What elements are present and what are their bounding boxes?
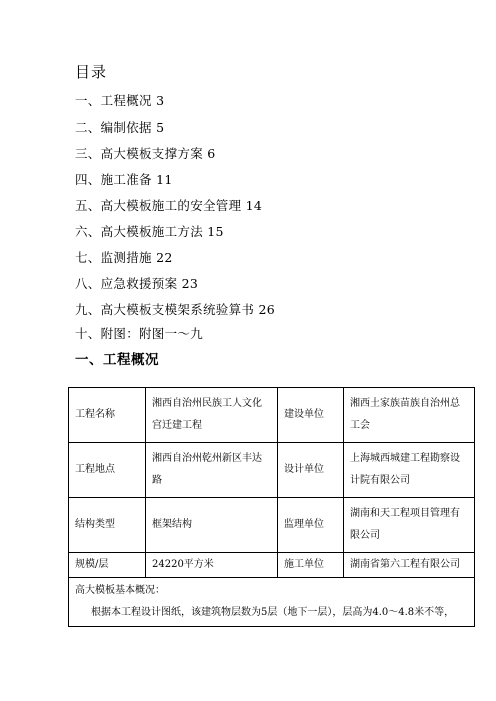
value-project-name: 湘西自治州民族工人文化宫迁建工程 xyxy=(146,388,278,443)
label-scale: 规模/层 xyxy=(69,553,146,578)
label-location: 工程地点 xyxy=(69,443,146,498)
formwork-overview-text: 根据本工程设计图纸，该建筑物层数为5层（地下一层），层高为4.0～4.8米不等， xyxy=(91,607,455,618)
toc-title: 目录 xyxy=(75,63,108,81)
toc-item-4: 四、施工准备 11 xyxy=(75,172,173,187)
toc-item-10: 十、附图：附图一～九 xyxy=(75,326,204,341)
label-designer: 设计单位 xyxy=(278,443,344,498)
value-location: 湘西自治州乾州新区丰达路 xyxy=(146,443,278,498)
label-project-name: 工程名称 xyxy=(69,388,146,443)
label-structure: 结构类型 xyxy=(69,498,146,553)
toc-item-2: 二、编制依据 5 xyxy=(75,120,165,135)
table-row xyxy=(69,443,475,498)
toc-item-8: 八、应急救援预案 23 xyxy=(75,276,199,291)
project-overview-table xyxy=(68,387,475,627)
label-supervisor: 监理单位 xyxy=(278,498,344,553)
section-heading: 一、工程概况 xyxy=(75,352,159,368)
value-supervisor: 湖南和天工程项目管理有限公司 xyxy=(344,498,475,553)
table-row xyxy=(69,498,475,553)
toc-item-6: 六、高大模板施工方法 15 xyxy=(75,224,224,239)
value-structure: 框架结构 xyxy=(146,498,278,553)
table-row xyxy=(69,388,475,443)
toc-item-3: 三、高大模板支撑方案 6 xyxy=(75,146,216,161)
table-row xyxy=(69,578,475,627)
toc-item-7: 七、监测措施 22 xyxy=(75,250,173,265)
value-owner: 湘西土家族苗族自治州总工会 xyxy=(344,388,475,443)
value-contractor: 湖南省第六工程有限公司 xyxy=(344,553,475,578)
table-row xyxy=(69,553,475,578)
toc-item-5: 五、高大模板施工的安全管理 14 xyxy=(75,198,263,213)
toc-item-1: 一、工程概况 3 xyxy=(75,93,165,108)
label-contractor: 施工单位 xyxy=(278,553,344,578)
formwork-overview-cell xyxy=(69,578,475,627)
value-scale: 24220平方米 xyxy=(146,553,278,578)
formwork-overview-title: 高大模板基本概况： xyxy=(75,585,165,596)
value-designer: 上海城西城建工程勘察设计院有限公司 xyxy=(344,443,475,498)
label-owner: 建设单位 xyxy=(278,388,344,443)
toc-item-9: 九、高大模板支模架系统验算书 26 xyxy=(75,302,275,317)
